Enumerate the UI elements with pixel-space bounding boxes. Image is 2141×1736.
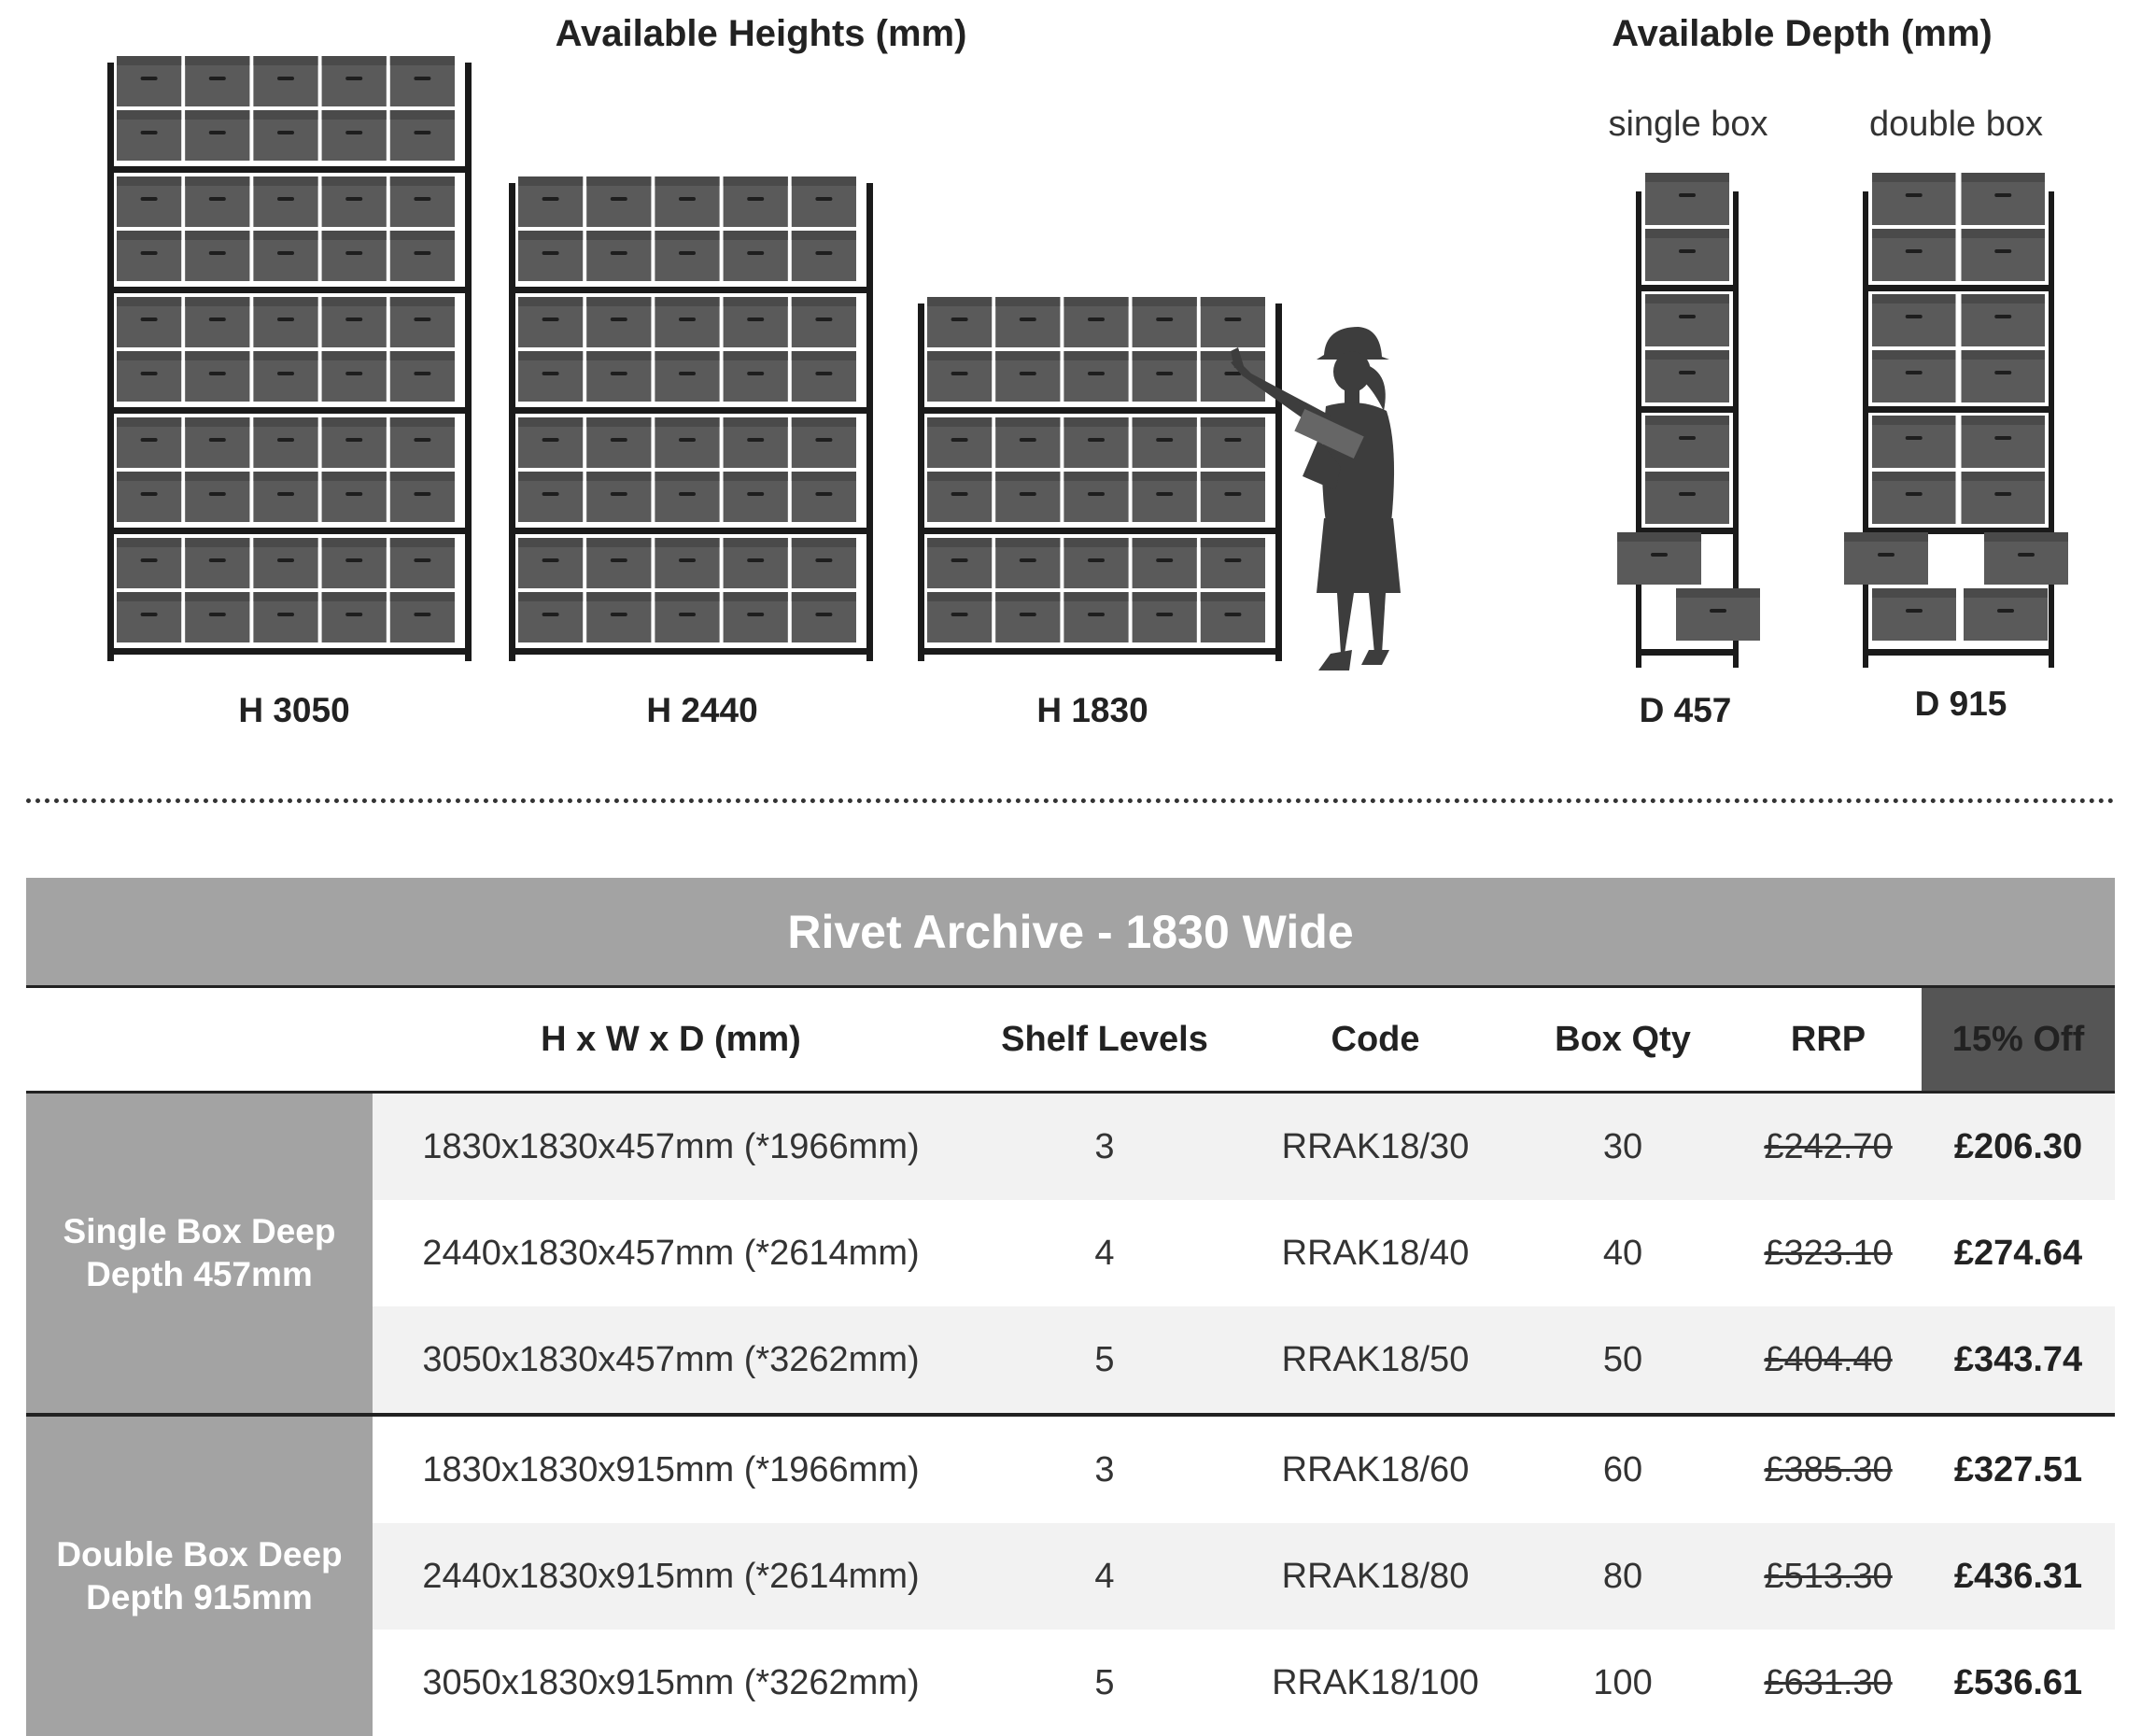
group-single-box [26, 1094, 2115, 1417]
archive-box [1872, 472, 1956, 524]
cell-qty: 60 [1602, 1449, 1643, 1489]
table-row [373, 1094, 2115, 1200]
archive-box [995, 592, 1060, 642]
cell-code: RRAK18/30 [1281, 1126, 1470, 1166]
archive-box [185, 472, 249, 522]
archive-box [1133, 472, 1197, 522]
heights-title: Available Heights (mm) [555, 13, 967, 54]
archive-box [390, 351, 455, 402]
cell-levels: 4 [1094, 1233, 1115, 1273]
archive-box [792, 297, 856, 347]
archive-box [655, 351, 719, 402]
cell-hwd: 2440x1830x915mm (*2614mm) [422, 1556, 920, 1596]
cell-qty: 30 [1602, 1126, 1643, 1166]
archive-box [1645, 173, 1729, 225]
archive-box [655, 297, 719, 347]
cell-hwd: 2440x1830x457mm (*2614mm) [422, 1233, 920, 1273]
archive-box [117, 472, 181, 522]
archive-box [518, 417, 583, 468]
archive-box [655, 417, 719, 468]
table-row [373, 1630, 2115, 1736]
cell-levels: 3 [1094, 1449, 1115, 1489]
archive-box [1201, 538, 1265, 588]
archive-box [322, 592, 387, 642]
cell-rrp: £631.30 [1764, 1662, 1893, 1702]
group-label-line1: Single Box Deep [63, 1212, 336, 1250]
archive-box [518, 592, 583, 642]
archive-box [253, 297, 317, 347]
archive-box [1872, 350, 1956, 402]
cell-code: RRAK18/60 [1281, 1449, 1470, 1489]
group-label-line1: Double Box Deep [56, 1535, 343, 1574]
archive-box [586, 538, 651, 588]
depth-title: Available Depth (mm) [1612, 13, 1993, 54]
cell-hwd: 1830x1830x915mm (*1966mm) [422, 1449, 920, 1489]
archive-box [927, 297, 992, 347]
archive-box [927, 538, 992, 588]
table-row [373, 1200, 2115, 1306]
archive-box [117, 417, 181, 468]
archive-box [586, 592, 651, 642]
archive-box [995, 351, 1060, 402]
archive-box [586, 231, 651, 281]
archive-box [1962, 294, 2046, 346]
archive-box [253, 56, 317, 106]
archive-box [518, 176, 583, 227]
cell-code: RRAK18/40 [1281, 1233, 1470, 1273]
archive-box [117, 56, 181, 106]
archive-box [185, 56, 249, 106]
archive-box [322, 110, 387, 161]
archive-box [1962, 173, 2046, 225]
archive-box [253, 351, 317, 402]
archive-box [1133, 297, 1197, 347]
archive-box [390, 56, 455, 106]
rack-label-h1830: H 1830 [1036, 691, 1148, 729]
cell-rrp: £242.70 [1764, 1126, 1893, 1166]
cell-discount-price: £327.51 [1953, 1449, 2083, 1489]
archive-box [253, 592, 317, 642]
archive-box [1201, 592, 1265, 642]
archive-box [655, 592, 719, 642]
header-hwd: H x W x D (mm) [541, 1019, 801, 1059]
cell-discount-price: £343.74 [1953, 1339, 2083, 1379]
archive-box [185, 176, 249, 227]
archive-box [253, 538, 317, 588]
rack-label-h3050: H 3050 [238, 691, 350, 729]
archive-box [1063, 472, 1128, 522]
archive-box [995, 538, 1060, 588]
cell-discount-price: £536.61 [1953, 1662, 2083, 1702]
archive-box [390, 538, 455, 588]
archive-box [117, 176, 181, 227]
cell-levels: 5 [1094, 1339, 1115, 1379]
archive-box [724, 351, 788, 402]
cell-hwd: 3050x1830x915mm (*3262mm) [422, 1662, 920, 1702]
archive-box [1645, 416, 1729, 468]
archive-box [995, 472, 1060, 522]
archive-box [322, 176, 387, 227]
archive-box [1676, 588, 1760, 641]
header-blank [26, 988, 373, 1091]
archive-box [1617, 532, 1701, 585]
archive-box [1063, 297, 1128, 347]
archive-box [518, 231, 583, 281]
archive-box [185, 538, 249, 588]
depth-label-d457: D 457 [1639, 691, 1732, 729]
archive-box [253, 472, 317, 522]
rack-h2440 [509, 176, 873, 661]
archive-box [117, 297, 181, 347]
archive-box [586, 297, 651, 347]
price-table [26, 878, 2115, 1736]
cell-qty: 40 [1602, 1233, 1643, 1273]
table-header-row [26, 988, 2115, 1094]
archive-box [724, 472, 788, 522]
archive-box [1645, 472, 1729, 524]
cell-rrp: £513.30 [1764, 1556, 1893, 1596]
cell-rrp: £385.30 [1764, 1449, 1893, 1489]
archive-box [1645, 229, 1729, 281]
archive-box [1962, 472, 2046, 524]
archive-box [322, 538, 387, 588]
depth-label-d915: D 915 [1914, 685, 2007, 723]
archive-box [390, 592, 455, 642]
rack-illustrations [107, 56, 1282, 661]
cell-levels: 5 [1094, 1662, 1115, 1702]
cell-discount-price: £274.64 [1953, 1233, 2083, 1273]
archive-box [1962, 229, 2046, 281]
archive-box [117, 592, 181, 642]
archive-box [518, 538, 583, 588]
group-double-box [26, 1417, 2115, 1736]
archive-box [185, 417, 249, 468]
archive-box [586, 176, 651, 227]
archive-box [117, 538, 181, 588]
archive-box [792, 538, 856, 588]
archive-box [1962, 416, 2046, 468]
archive-box [117, 231, 181, 281]
archive-box [1133, 417, 1197, 468]
archive-box [390, 176, 455, 227]
archive-box [792, 592, 856, 642]
archive-box [724, 297, 788, 347]
cell-hwd: 3050x1830x457mm (*3262mm) [422, 1339, 920, 1379]
header-levels: Shelf Levels [1001, 1019, 1208, 1059]
rack-h3050 [107, 56, 472, 661]
archive-box [927, 472, 992, 522]
single-box-label: single box [1608, 105, 1768, 144]
archive-box [1063, 592, 1128, 642]
archive-box [322, 231, 387, 281]
shelving-illustration [0, 0, 2141, 794]
archive-box [1201, 417, 1265, 468]
archive-box [1063, 538, 1128, 588]
header-rrp: RRP [1790, 1019, 1866, 1059]
archive-box [117, 351, 181, 402]
archive-box [185, 110, 249, 161]
archive-box [792, 417, 856, 468]
archive-box [322, 56, 387, 106]
archive-box [1063, 417, 1128, 468]
archive-box [586, 472, 651, 522]
archive-box [322, 472, 387, 522]
cell-qty: 100 [1593, 1662, 1653, 1702]
archive-box [1964, 588, 2048, 641]
archive-box [322, 297, 387, 347]
archive-box [792, 351, 856, 402]
archive-box [1133, 592, 1197, 642]
archive-box [1872, 229, 1956, 281]
group-label [26, 1094, 373, 1413]
archive-box [1645, 294, 1729, 346]
table-title: Rivet Archive - 1830 Wide [26, 878, 2115, 988]
archive-box [185, 592, 249, 642]
cell-rrp: £404.40 [1764, 1339, 1893, 1379]
archive-box [586, 351, 651, 402]
archive-box [518, 472, 583, 522]
archive-box [995, 297, 1060, 347]
archive-box [390, 472, 455, 522]
archive-box [724, 592, 788, 642]
archive-box [655, 231, 719, 281]
cell-qty: 80 [1602, 1556, 1643, 1596]
archive-box [927, 417, 992, 468]
cell-code: RRAK18/50 [1281, 1339, 1470, 1379]
header-qty: Box Qty [1555, 1019, 1691, 1059]
archive-box [792, 176, 856, 227]
archive-box [1201, 297, 1265, 347]
archive-box [927, 351, 992, 402]
rack-h1830 [918, 297, 1282, 661]
archive-box [655, 472, 719, 522]
archive-box [1872, 416, 1956, 468]
archive-box [1645, 350, 1729, 402]
archive-box [724, 231, 788, 281]
archive-box [655, 176, 719, 227]
archive-box [655, 538, 719, 588]
archive-box [253, 417, 317, 468]
archive-box [117, 110, 181, 161]
archive-box [253, 176, 317, 227]
double-box-label: double box [1869, 105, 2043, 144]
archive-box [724, 176, 788, 227]
cell-rrp: £323.10 [1764, 1233, 1893, 1273]
header-code: Code [1331, 1019, 1420, 1059]
archive-box [792, 472, 856, 522]
archive-box [995, 417, 1060, 468]
archive-box [253, 110, 317, 161]
cell-code: RRAK18/80 [1281, 1556, 1470, 1596]
cell-hwd: 1830x1830x457mm (*1966mm) [422, 1126, 920, 1166]
archive-box [1844, 532, 1928, 585]
depth-rack-single [1617, 173, 1760, 668]
section-divider [26, 798, 2115, 803]
archive-box [1962, 350, 2046, 402]
archive-box [322, 351, 387, 402]
archive-box [185, 351, 249, 402]
archive-box [1201, 472, 1265, 522]
archive-box [253, 231, 317, 281]
cell-code: RRAK18/100 [1272, 1662, 1479, 1702]
archive-box [1133, 538, 1197, 588]
rack-label-h2440: H 2440 [646, 691, 758, 729]
group-label-line2: Depth 915mm [86, 1578, 313, 1616]
archive-box [1872, 173, 1956, 225]
archive-box [724, 538, 788, 588]
cell-discount-price: £206.30 [1953, 1126, 2083, 1166]
header-discount: 15% Off [1922, 988, 2115, 1091]
archive-box [518, 351, 583, 402]
depth-rack-double [1844, 173, 2068, 668]
archive-box [1133, 351, 1197, 402]
archive-box [586, 417, 651, 468]
depth-illustrations [1617, 173, 2068, 668]
archive-box [1984, 532, 2068, 585]
archive-box [390, 231, 455, 281]
archive-box [927, 592, 992, 642]
group-label [26, 1417, 373, 1736]
archive-box [390, 417, 455, 468]
archive-box [322, 417, 387, 468]
archive-box [1872, 294, 1956, 346]
archive-box [1872, 588, 1956, 641]
archive-box [1063, 351, 1128, 402]
archive-box [390, 110, 455, 161]
group-label-line2: Depth 457mm [86, 1255, 313, 1293]
archive-box [518, 297, 583, 347]
cell-discount-price: £436.31 [1953, 1556, 2083, 1596]
archive-box [185, 297, 249, 347]
table-row [373, 1523, 2115, 1630]
archive-box [185, 231, 249, 281]
table-row [373, 1306, 2115, 1413]
archive-box [724, 417, 788, 468]
cell-levels: 4 [1094, 1556, 1115, 1596]
archive-box [390, 297, 455, 347]
cell-levels: 3 [1094, 1126, 1115, 1166]
archive-box [792, 231, 856, 281]
table-row [373, 1417, 2115, 1523]
cell-qty: 50 [1602, 1339, 1643, 1379]
